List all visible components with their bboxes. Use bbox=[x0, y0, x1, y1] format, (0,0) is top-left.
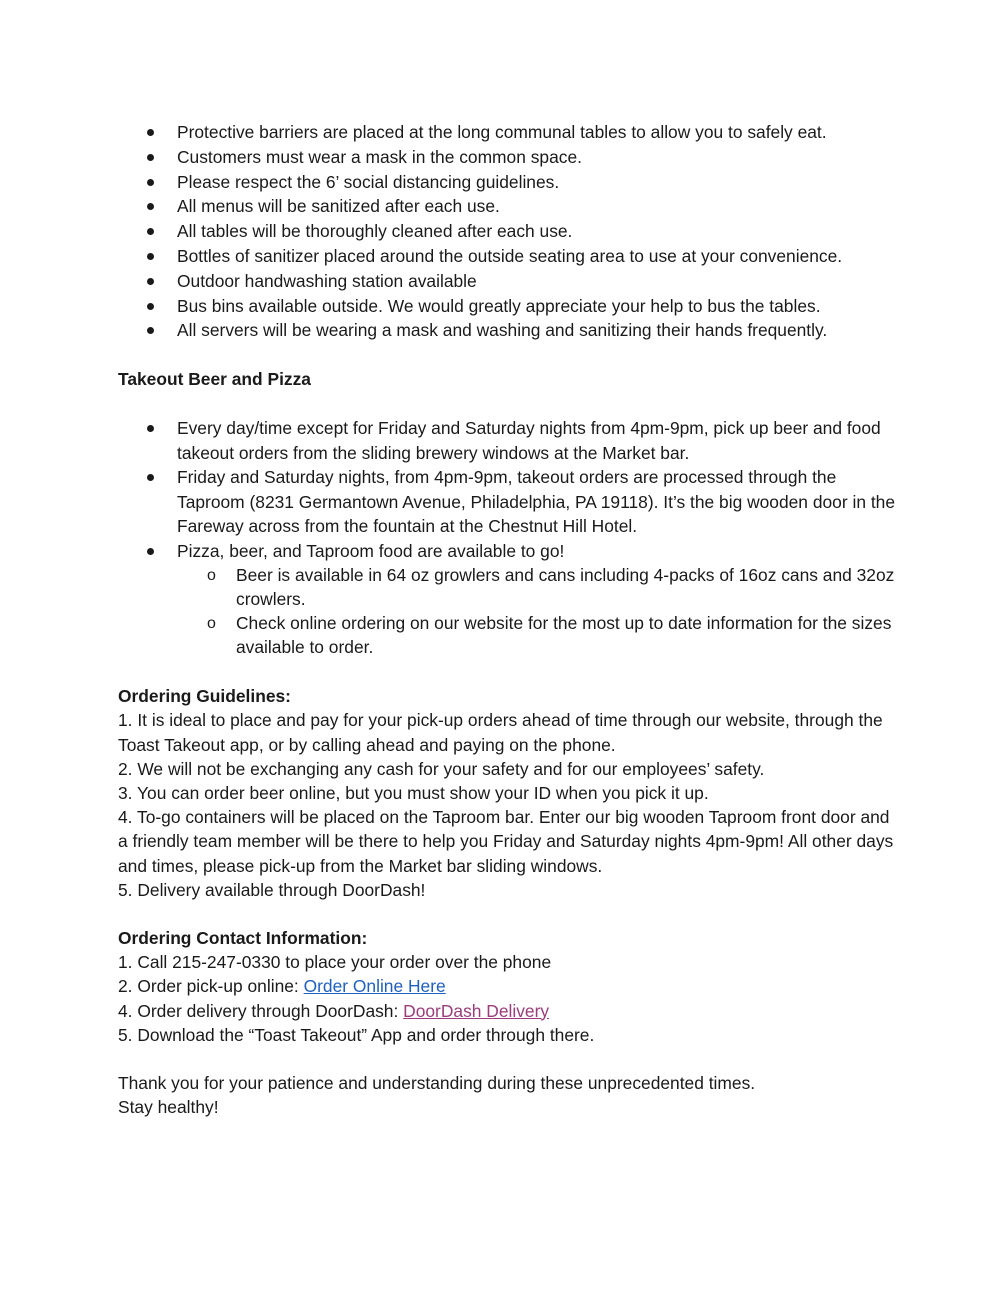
contact-phone-line: 1. Call 215-247-0330 to place your order over the phone bbox=[118, 952, 552, 973]
list-item: Outdoor handwashing station available bbox=[118, 269, 898, 293]
ordering-guidelines-heading: Ordering Guidelines: bbox=[118, 686, 291, 707]
takeout-heading: Takeout Beer and Pizza bbox=[118, 369, 311, 390]
circle-bullet-icon: o bbox=[207, 566, 216, 584]
list-item: Bottles of sanitizer placed around the outside seating area to use at your convenience. bbox=[118, 244, 898, 268]
list-item: Bus bins available outside. We would greatly appreciate your help to bus the tables. bbox=[118, 294, 898, 318]
document-content bbox=[118, 120, 898, 1119]
bullet-icon bbox=[147, 203, 154, 210]
guideline-item: 2. We will not be exchanging any cash for your safety and for our employees’ safety. bbox=[118, 758, 765, 779]
list-item: Every day/time except for Friday and Saturday nights from 4pm-9pm, pick up beer and food takeout orders from the sliding brewery windows at the Market bar. bbox=[118, 416, 898, 464]
bullet-icon bbox=[147, 278, 154, 285]
list-item: All servers will be wearing a mask and washing and sanitizing their hands frequently. bbox=[118, 318, 898, 342]
guideline-item: 3. You can order beer online, but you must show your ID when you pick it up. bbox=[118, 783, 709, 803]
guideline-item: 5. Delivery available through DoorDash! bbox=[118, 879, 426, 900]
doordash-delivery-link[interactable]: DoorDash Delivery bbox=[403, 1000, 550, 1021]
bullet-icon bbox=[147, 548, 154, 555]
bullet-icon bbox=[147, 179, 154, 186]
sub-list-item: o Check online ordering on our website for the most up to date information for the sizes available to order. bbox=[207, 613, 892, 658]
guideline-item: 4. To-go containers will be placed on the Taproom bar. Enter our big wooden Taproom front door and a friendly team member will be there to help you Friday and Saturday nights 4pm-9pm! All other days and times, please pick-up from the Market bar sliding windows. bbox=[118, 807, 894, 876]
bullet-icon bbox=[147, 228, 154, 235]
takeout-list bbox=[118, 416, 898, 659]
list-item: Friday and Saturday nights, from 4pm-9pm, takeout orders are processed through the Taproom (8231 Germantown Avenue, Philadelphia, PA 19118). It’s the big wooden door in the Fareway across from the fountain at the Chestnut Hill Hotel. bbox=[118, 465, 898, 538]
contact-app-line: 5. Download the “Toast Takeout” App and order through there. bbox=[118, 1024, 595, 1045]
bullet-icon bbox=[147, 425, 154, 432]
bullet-icon bbox=[147, 474, 154, 481]
contact-doordash-line: 4. Order delivery through DoorDash: DoorDash Delivery bbox=[118, 1000, 550, 1021]
sub-list-item: o Beer is available in 64 oz growlers and cans including 4-packs of 16oz cans and 32oz crowlers. bbox=[207, 564, 895, 609]
bullet-icon bbox=[147, 303, 154, 310]
list-item: Customers must wear a mask in the common space. bbox=[118, 145, 898, 169]
takeout-sublist bbox=[177, 563, 898, 660]
list-item: All menus will be sanitized after each use. bbox=[118, 194, 898, 218]
circle-bullet-icon: o bbox=[207, 615, 216, 633]
contact-online-line: 2. Order pick-up online: Order Online Here bbox=[118, 976, 446, 997]
closing-signoff: Stay healthy! bbox=[118, 1097, 219, 1118]
closing-thanks: Thank you for your patience and understanding during these unprecedented times. bbox=[118, 1073, 756, 1094]
list-item: Please respect the 6’ social distancing guidelines. bbox=[118, 170, 898, 194]
list-item: Pizza, beer, and Taproom food are available to go! o Beer is available in 64 oz growlers and cans including 4-packs of 16oz cans and 32oz crowlers. o Check online ordering on our website for the most up to date information for the sizes available to order. bbox=[118, 539, 898, 660]
contact-heading: Ordering Contact Information: bbox=[118, 928, 368, 949]
list-item: Protective barriers are placed at the long communal tables to allow you to safely eat. bbox=[118, 120, 898, 144]
safety-list bbox=[118, 120, 898, 343]
order-online-link[interactable]: Order Online Here bbox=[303, 976, 446, 997]
bullet-icon bbox=[147, 253, 154, 260]
list-item: All tables will be thoroughly cleaned after each use. bbox=[118, 219, 898, 243]
bullet-icon bbox=[147, 327, 154, 334]
bullet-icon bbox=[147, 154, 154, 161]
bullet-icon bbox=[147, 129, 154, 136]
guideline-item: 1. It is ideal to place and pay for your pick-up orders ahead of time through our website, through the Toast Takeout app, or by calling ahead and paying on the phone. bbox=[118, 710, 883, 755]
